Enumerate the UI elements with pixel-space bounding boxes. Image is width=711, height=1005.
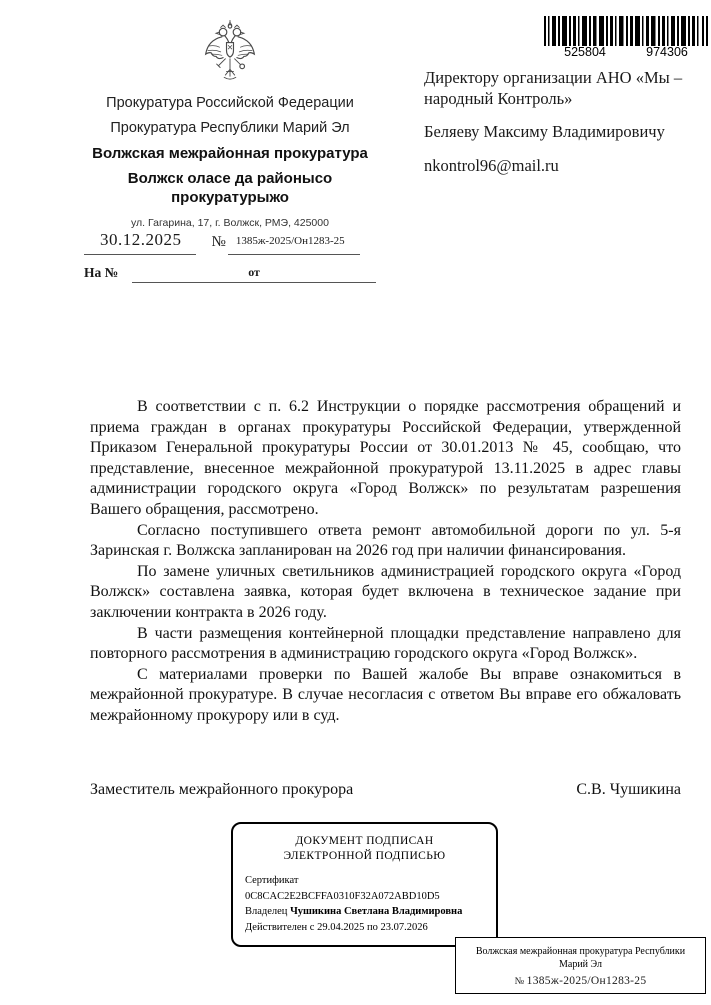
esign-valid-to: 23.07.2026 bbox=[380, 921, 428, 933]
reference-block bbox=[84, 230, 376, 283]
barcode-bars bbox=[544, 16, 708, 46]
letterhead-address: ул. Гагарина, 17, г. Волжск, РМЭ, 425000 bbox=[131, 217, 329, 229]
barcode-digits-left: 525804 bbox=[564, 45, 606, 59]
barcode-digits-right: 974306 bbox=[646, 45, 688, 59]
addressee-organization: Директору организации АНО «Мы – народный Контроль» bbox=[424, 68, 683, 108]
letterhead-org-line4-mari: Волжск оласе да районысо прокуратурыжо bbox=[127, 170, 333, 206]
letterhead-org-line1: Прокуратура Российской Федерации bbox=[106, 95, 354, 111]
barcode-digits bbox=[544, 45, 708, 59]
esign-valid-from: 29.04.2025 bbox=[317, 921, 365, 933]
coat-of-arms-icon bbox=[201, 20, 259, 86]
esign-certificate-value: 0C8CAC2E2BCFFA0310F32A072ABD10D5 bbox=[245, 890, 440, 902]
letterhead-org-line3: Волжская межрайонная прокуратура bbox=[92, 145, 368, 162]
esignature-stamp bbox=[231, 822, 498, 947]
addressee-block bbox=[424, 16, 710, 176]
body-paragraph: По замене уличных светильников администрацией городского округа «Город Волжск» составлена заявка, которая будет включена в техническое задание при заключении контракта в 2026 году. bbox=[90, 562, 681, 621]
body-paragraph: Согласно поступившего ответа ремонт автомобильной дороги по ул. 5-я Заринская г. Волжска запланирован на 2026 год при наличии финансирования. bbox=[90, 521, 681, 560]
esign-certificate-label: Сертификат bbox=[245, 875, 299, 886]
esign-owner-value: Чушикина Светлана Владимировна bbox=[290, 906, 463, 917]
registration-stamp-number-row bbox=[462, 975, 699, 987]
addressee-name: Беляеву Максиму Владимировичу bbox=[424, 122, 665, 141]
esign-owner-line bbox=[245, 904, 484, 920]
letterhead-org-line2: Прокуратура Республики Марий Эл bbox=[110, 120, 350, 136]
signer-name: С.В. Чушикина bbox=[576, 781, 681, 798]
barcode bbox=[544, 16, 708, 59]
registration-stamp bbox=[455, 937, 706, 994]
document-date: 30.12.2025 bbox=[84, 230, 196, 255]
letter-body bbox=[90, 397, 681, 727]
registration-number-sign: № bbox=[514, 976, 525, 987]
esign-owner-label: Владелец bbox=[245, 906, 288, 917]
body-paragraph: В соответствии с п. 6.2 Инструкции о порядке рассмотрения обращений и приема граждан в органах прокуратуры Российской Федерации, утвержденной Приказом Генеральной прокуратуры России от 30.01.2013 № 45, сообщаю, что представление, внесенное межрайонной прокуратурой 13.11.2025 в адрес главы администрации городского округа «Город Волжск» по результатам разрешения Вашего обращения, рассмотрено. bbox=[90, 398, 681, 518]
esign-certificate-line bbox=[245, 873, 484, 904]
signature-row bbox=[90, 781, 681, 799]
na-no-label: На № bbox=[84, 265, 119, 280]
signer-position: Заместитель межрайонного прокурора bbox=[90, 781, 354, 798]
esign-title-line2: ЭЛЕКТРОННОЙ ПОДПИСЬЮ bbox=[283, 850, 446, 862]
ot-label: от bbox=[132, 265, 376, 283]
body-paragraph: С материалами проверки по Вашей жалобе Вы вправе ознакомиться в межрайонной прокуратуре. В случае несогласия с ответом Вы вправе его обжаловать межрайонному прокурору или в суд. bbox=[90, 665, 681, 724]
registration-number: 1385ж-2025/Он1283-25 bbox=[526, 975, 647, 987]
esign-title-line1: ДОКУМЕНТ ПОДПИСАН bbox=[295, 835, 434, 847]
registration-stamp-org: Волжская межрайонная прокуратура Республики Марий Эл bbox=[475, 946, 686, 970]
reference-date-row bbox=[84, 230, 376, 255]
esign-validity-line bbox=[245, 920, 484, 936]
esign-valid-to-label: по bbox=[366, 921, 378, 933]
addressee-email: nkontrol96@mail.ru bbox=[424, 156, 559, 175]
reference-reply-row bbox=[84, 265, 376, 283]
document-number: 1385ж-2025/Он1283-25 bbox=[228, 235, 360, 255]
letterhead bbox=[58, 20, 402, 229]
esign-valid-label: Действителен с bbox=[245, 921, 315, 933]
body-paragraph: В части размещения контейнерной площадки представление направлено для повторного рассмотрения в администрацию городского округа «Город Волжск». bbox=[90, 624, 681, 663]
number-sign: № bbox=[211, 234, 226, 250]
